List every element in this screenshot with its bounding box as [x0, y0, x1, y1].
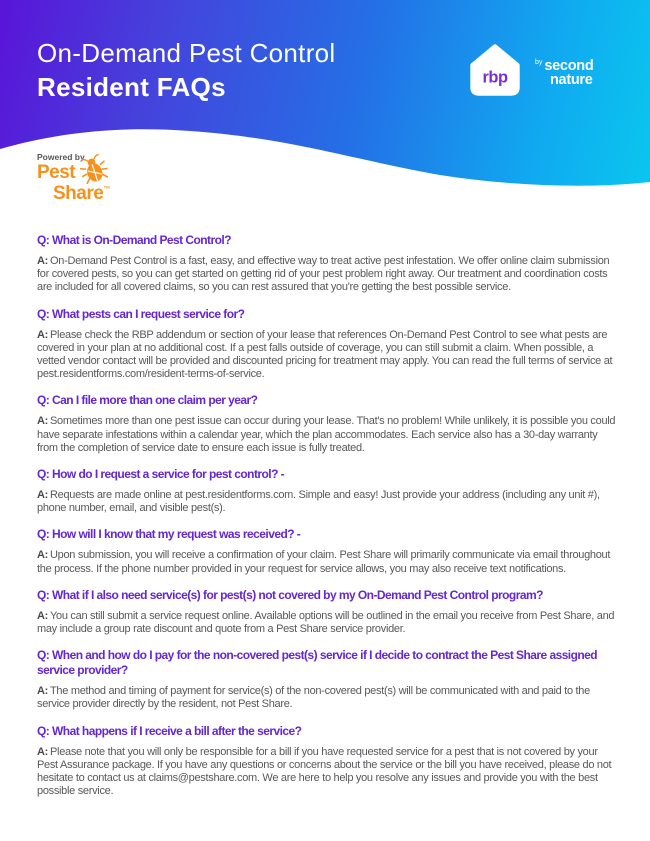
answer-label: A:: [37, 549, 49, 562]
faq-item-7: [37, 648, 617, 711]
answer-text: On-Demand Pest Control is a fast, easy, and effective way to treat active pest infestation. We offer online claim submission for covered pests, so you can get started on getting rid of your pest problem right away. Our treatment and coordination costs are included for all covered claims, so you can rest assured that you're getting the best possible service.: [37, 255, 610, 294]
answer-text: The method and timing of payment for service(s) of the non-covered pest(s) will be communicated with and paid to the service provider directly by the resident, not Pest Share.: [37, 685, 590, 711]
faq-item-1: [37, 233, 617, 295]
answer-text: Sometimes more than one pest issue can occur during your lease. That's no problem! While unlikely, it is possible you could have separate infestations within a calendar year, which the plan accommodates. Each service also has a 30-day warranty from the completion of service date to ensure each issue is fully treated.: [37, 415, 616, 454]
answer-label: A:: [37, 609, 49, 622]
answer-text: Requests are made online at pest.residentforms.com. Simple and easy! Just provide your address (including any unit #), phone number, email, and visible pest(s).: [37, 489, 600, 515]
answer-text: Please check the RBP addendum or section of your lease that references On-Demand Pest Control to see what pests are covered in your plan at no additional cost. If a pest falls outside of coverage, you can still submit a claim. When possible, a vetted vendor contact will be provided and discounted pricing for treatment may apply. You can read the full terms of service at pest.residentforms.com/resident-terms-of-service.: [37, 328, 613, 381]
answer-label: A:: [37, 255, 49, 267]
faq-answer: [37, 610, 617, 636]
page-title: [37, 36, 336, 104]
pestshare-word-share: Share: [53, 183, 104, 204]
title-line-1: On-Demand Pest Control: [37, 38, 336, 68]
answer-label: A:: [37, 415, 49, 428]
answer-label: A:: [37, 328, 49, 341]
faq-list: [0, 200, 650, 798]
answer-text: Upon submission, you will receive a confirmation of your claim. Pest Share will primarily communicate via email throughout the process. If the phone number provided in your request for service allows, you may also receive text notifications.: [37, 549, 611, 575]
brand-word-nature: nature: [550, 71, 593, 88]
faq-question: Q: What happens if I receive a bill after the service?: [37, 723, 302, 738]
pestshare-word-pest: Pest: [37, 162, 76, 183]
faq-question: Q: What if I also need service(s) for pest(s) not covered by my On-Demand Pest Control program?: [37, 587, 543, 602]
faq-item-6: [37, 588, 617, 636]
bug-icon: [80, 154, 108, 186]
answer-text: Please note that you will only be responsible for a bill if you have requested service for a pest that is not covered by your Pest Assurance package. If you have any questions or concerns about the service or the bill you have received, please do not hesitate to contact us at claims@pestshare.com. We are here to help you resolve any issues and provide you with the best possible service.: [37, 745, 612, 798]
faq-answer: [37, 685, 617, 711]
faq-item-3: [37, 393, 617, 455]
faq-answer: [37, 746, 617, 799]
faq-answer: [37, 329, 617, 382]
by-label: by: [535, 58, 543, 66]
rbp-second-nature-logo: [464, 40, 593, 102]
powered-by-label: Powered by: [37, 152, 85, 162]
faq-question: Q: How will I know that my request was received? -: [37, 527, 301, 542]
faq-item-2: [37, 307, 617, 382]
faq-question: Q: How do I request a service for pest control? -: [37, 467, 285, 482]
header-banner: [0, 0, 650, 204]
answer-label: A:: [37, 489, 49, 502]
faq-item-5: [37, 527, 617, 575]
svg-text:rbp: rbp: [482, 68, 508, 87]
answer-text: You can still submit a service request online. Available options will be outlined in the email you receive from Pest Share, and may include a group rate discount and quote from a Pest Share service provider.: [37, 609, 615, 636]
faq-answer: [37, 255, 617, 295]
title-line-2: Resident FAQs: [37, 72, 226, 102]
answer-label: A:: [37, 685, 49, 698]
faq-answer: [37, 489, 617, 515]
faq-item-8: [37, 724, 617, 799]
faq-question: Q: What pests can I request service for?: [37, 306, 245, 321]
faq-question: Q: Can I file more than one claim per year?: [37, 393, 258, 408]
faq-item-4: [37, 467, 617, 515]
rbp-house-icon: [464, 40, 526, 102]
faq-question: Q: When and how do I pay for the non-covered pest(s) service if I decide to contract the Pest Share assigned service provider?: [37, 648, 598, 678]
faq-question: Q: What is On-Demand Pest Control?: [37, 233, 231, 247]
second-nature-wordmark: [535, 56, 593, 87]
faq-answer: [37, 415, 617, 455]
trademark-symbol: ™: [103, 186, 111, 193]
answer-label: A:: [37, 745, 49, 758]
faq-answer: [37, 549, 617, 575]
brand-word-second: second: [544, 57, 594, 74]
pestshare-logo: [37, 152, 110, 204]
